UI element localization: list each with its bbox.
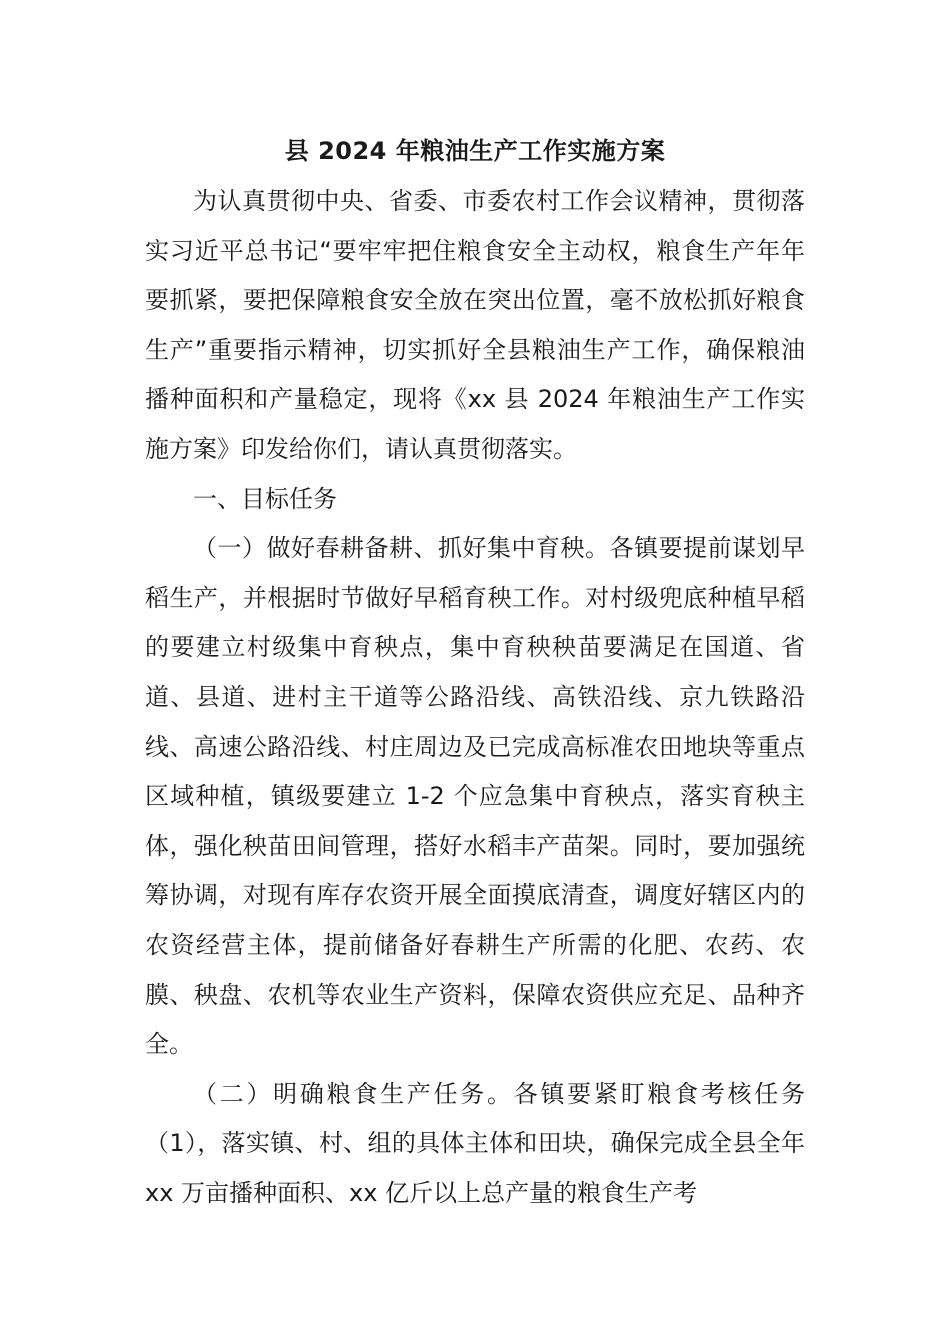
document-body bbox=[145, 177, 805, 1218]
intro-paragraph: 为认真贯彻中央、省委、市委农村工作会议精神，贯彻落实习近平总书记“要牢牢把住粮食安全主动权，粮食生产年年要抓紧，要把保障粮食安全放在突出位置，毫不放松抓好粮食生产”重要指示精神，切实抓好全县粮油生产工作，确保粮油播种面积和产量稳定，现将《xx 县 2024 年粮油生产工作实施方案》印发给你们，请认真贯彻落实。 bbox=[145, 187, 805, 463]
section-heading-goals: 一、目标任务 bbox=[193, 484, 337, 513]
paragraph-production-tasks: （二）明确粮食生产任务。各镇要紧盯粮食考核任务（1），落实镇、村、组的具体主体和田块，确保完成全县全年 xx 万亩播种面积、xx 亿斤以上总产量的粮食生产考 bbox=[145, 1079, 805, 1207]
document-title: 县 2024 年粮油生产工作实施方案 bbox=[284, 137, 666, 165]
paragraph-spring-planting: （一）做好春耕备耕、抓好集中育秧。各镇要提前谋划早稻生产，并根据时节做好早稻育秧工作。对村级兜底种植早稻的要建立村级集中育秧点，集中育秧秧苗要满足在国道、省道、县道、进村主干道等公路沿线、高铁沿线、京九铁路沿线、高速公路沿线、村庄周边及已完成高标准农田地块等重点区域种植，镇级要建立 1-2 个应急集中育秧点，落实育秧主体，强化秧苗田间管理，搭好水稻丰产苗架。同时，要加强统筹协调，对现有库存农资开展全面摸底清查，调度好辖区内的农资经营主体，提前储备好春耕生产所需的化肥、农药、农膜、秧盘、农机等农业生产资料，保障农资供应充足、品种齐全。 bbox=[145, 534, 805, 1059]
